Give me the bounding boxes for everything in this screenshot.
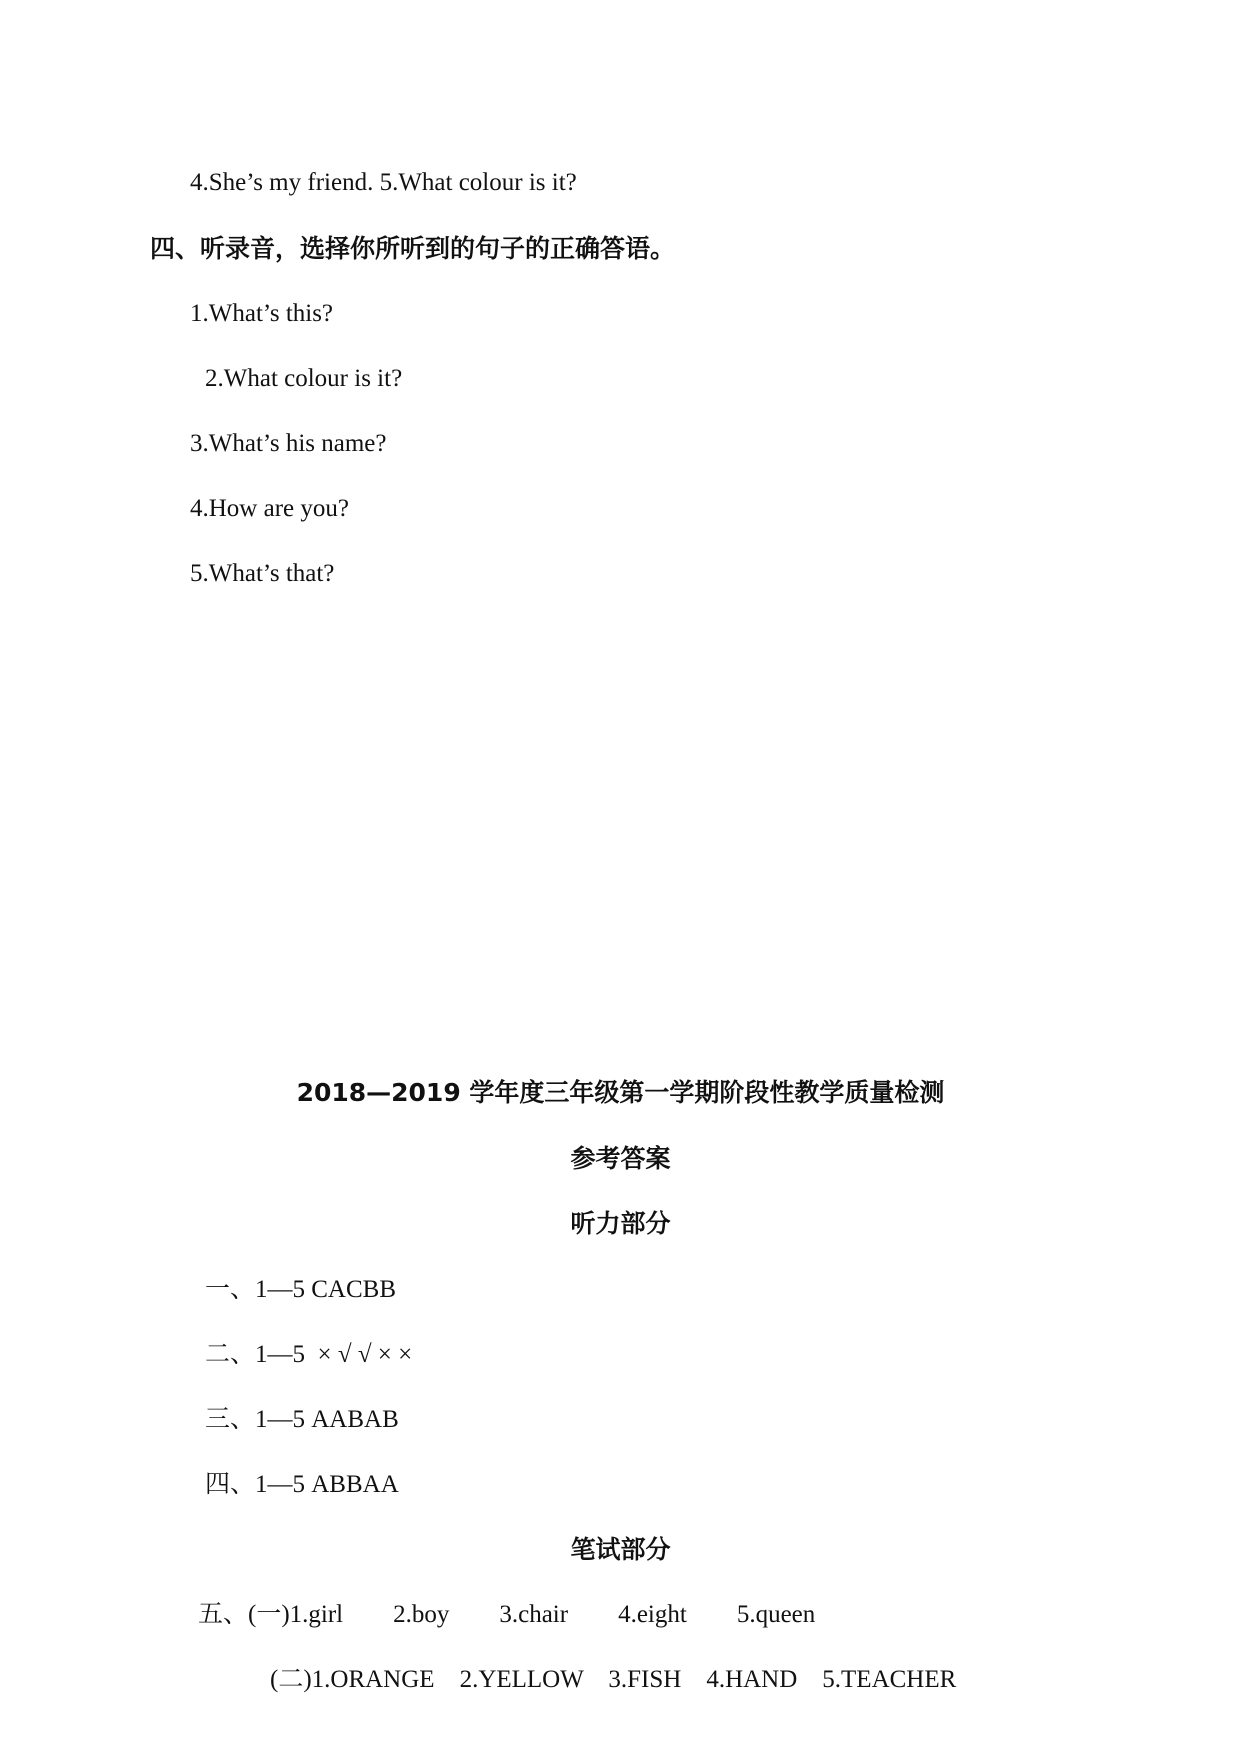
listening-heading: 听力部分: [570, 1209, 671, 1238]
listening-answer: 三、1—5 AABAB: [205, 1406, 399, 1433]
question-item: 1.What’s this?: [190, 300, 334, 327]
question-item: 3.What’s his name?: [190, 430, 387, 457]
answer-key-title: 2018—2019 学年度三年级第一学期阶段性教学质量检测: [296, 1078, 945, 1107]
question-item: 5.What’s that?: [190, 560, 335, 587]
written-answer-5-1: 五、(一)1.girl 2.boy 3.chair 4.eight 5.queen: [198, 1601, 816, 1628]
section-four-heading: 四、听录音，选择你所听到的句子的正确答语。: [150, 234, 676, 263]
previous-section-fragment: 4.She’s my friend. 5.What colour is it?: [190, 169, 577, 196]
listening-answer: 四、1—5 ABBAA: [205, 1471, 399, 1498]
written-heading: 笔试部分: [570, 1535, 671, 1564]
listening-answer: 二、1—5 × √ √ × ×: [205, 1341, 413, 1368]
question-item: 2.What colour is it?: [205, 365, 403, 392]
answer-key-subtitle: 参考答案: [570, 1144, 671, 1173]
written-answer-5-2: (二)1.ORANGE 2.YELLOW 3.FISH 4.HAND 5.TEACHER: [270, 1666, 957, 1693]
question-item: 4.How are you?: [190, 495, 349, 522]
listening-answer: 一、1—5 CACBB: [205, 1276, 397, 1303]
